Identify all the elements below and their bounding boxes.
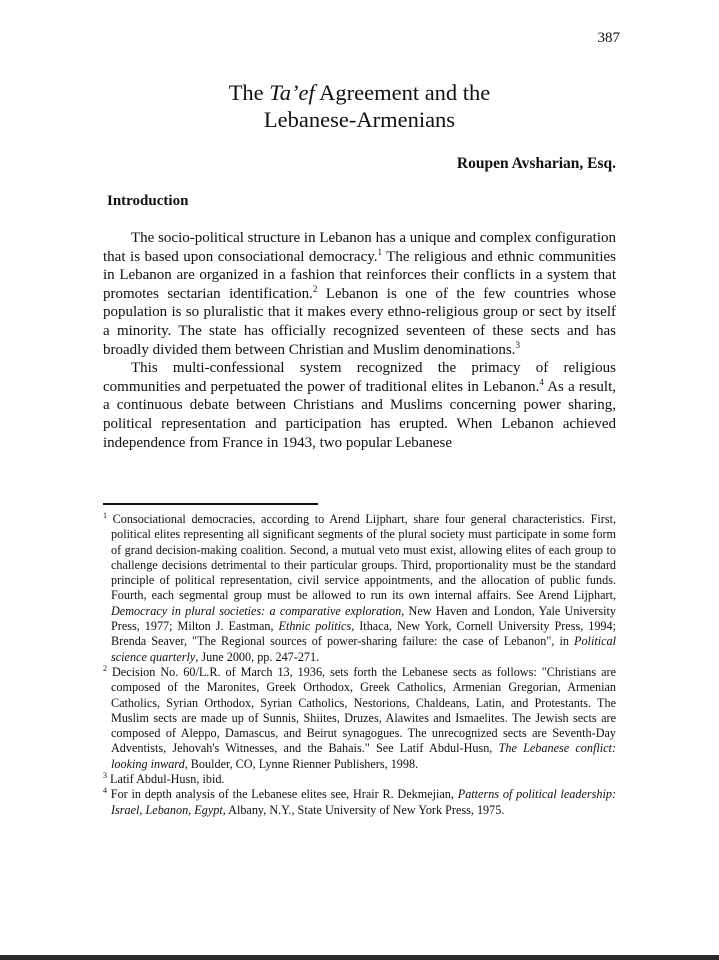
footnote-reference: 3	[515, 339, 520, 350]
title-italic-part: Ta’ef	[269, 80, 315, 105]
footnote-3	[103, 772, 616, 787]
footnote-4	[103, 787, 616, 818]
title-line-2: Lebanese-Armenians	[263, 107, 456, 132]
text-run: , Albany, N.Y., State University of New York Press, 1975.	[222, 802, 505, 817]
text-run: For in depth analysis of the Lebanese elites see, Hrair R. Dekmejian,	[110, 787, 458, 802]
article-title	[0, 79, 719, 133]
italic-title: Democracy in plural societies: a comparative exploration	[111, 603, 402, 618]
title-part: Agreement and the	[314, 80, 491, 105]
text-run: The religious and ethnic communities in Lebanon are organized in a fashion that reinforces their conflicts in a system that promotes sectarian identification.	[103, 248, 617, 302]
footnote-reference: 4	[539, 376, 544, 387]
text-run: Latif Abdul-Husn, ibid.	[110, 772, 225, 787]
text-run: Lebanon is one of the few countries whose population is so pluralistic that it makes every ethno-religious group or sect by itself a minority. The state has officially recognized seventeen of these sects and has broadly divided them between Christian and Muslim denominations.	[103, 285, 616, 358]
text-run: , New Haven and London, Yale University Press, 1977; Milton J. Eastman,	[111, 603, 616, 634]
italic-title: The Lebanese conflict: looking inward	[111, 741, 617, 771]
section-heading: Introduction	[107, 193, 189, 209]
footnote-label: 2	[103, 663, 107, 673]
italic-title: Ethnic politics	[278, 619, 352, 634]
footnote-label: 3	[103, 770, 107, 780]
text-run: This multi-confessional system recognized the primacy of religious communities and perpetuated the power of traditional elites in Lebanon.	[103, 360, 616, 395]
footnote-label: 1	[103, 510, 107, 520]
text-run: Decision No. 60/L.R. of March 13, 1936, sets forth the Lebanese sects as follows: "Christians are composed of the Maronites, Greek Orthodox, Greek Catholics, Armenian Gregorian, Armenian Catholics, Syrian Orthodox, Syrian Catholics, Nestorions, Chaldeans, Latin, and Protestants. The Muslim sects are made up of Sunnis, Shiites, Druzes, Alawites and Ismaelites. The Jewish sects are composed of Aleppo, Damascus, and Beirut synagogues. The unrecognized sects are Seventh-Day Adventists, Jehovah's Witnesses, and the Bahais." See Latif Abdul-Husn,	[111, 664, 616, 756]
text-run: , Ithaca, New York, Cornell University Press, 1994; Brenda Seaver, "The Regional sources of power-sharing failure: the case of Lebanon", in	[111, 619, 617, 649]
footnote-2	[103, 665, 616, 772]
title-part: The	[228, 80, 270, 105]
footnote-label: 4	[103, 786, 107, 796]
paragraph	[103, 359, 616, 452]
body-text	[103, 229, 616, 452]
text-run: Consociational democracies, according to Arend Lijphart, share four general characteristics. First, political elites representing all significant segments of the plural society must participate in some form of grand decision-making coalition. Second, a mutual veto must exist, allowing elites of each group to challenge decisions detrimental to their particular groups. Third, proportionality must be the standard principle of political representation, civil service appointments, and the allocation of public funds. Fourth, each segmental group must be allowed to run its own internal affairs. See Arend Lijphart,	[111, 512, 617, 603]
text-run: As a result, a continuous debate between Christians and Muslims concerning power sharing, political representation and participation has erupted. When Lebanon achieved independence from France in 1943, two popular Lebanese	[103, 378, 616, 451]
italic-title: Political science quarterly	[111, 634, 616, 664]
footnote-reference: 2	[312, 283, 318, 294]
paragraph	[103, 229, 616, 359]
footnote-separator	[103, 503, 318, 505]
viewer-bottom-bar	[0, 955, 719, 960]
author-name: Roupen Avsharian, Esq.	[456, 155, 616, 172]
page-number: 387	[597, 30, 620, 46]
footnotes	[103, 512, 616, 818]
text-run: The socio-political structure in Lebanon has a unique and complex configuration that is based upon consociational democracy.	[103, 230, 616, 265]
footnote-1	[103, 512, 616, 665]
text-run: , Boulder, CO, Lynne Rienner Publishers, 1998.	[184, 756, 419, 771]
italic-title: Patterns of political leadership: Israel, Lebanon, Egypt	[111, 787, 617, 817]
footnote-reference: 1	[377, 246, 383, 257]
text-run: , June 2000, pp. 247-271.	[195, 649, 320, 664]
